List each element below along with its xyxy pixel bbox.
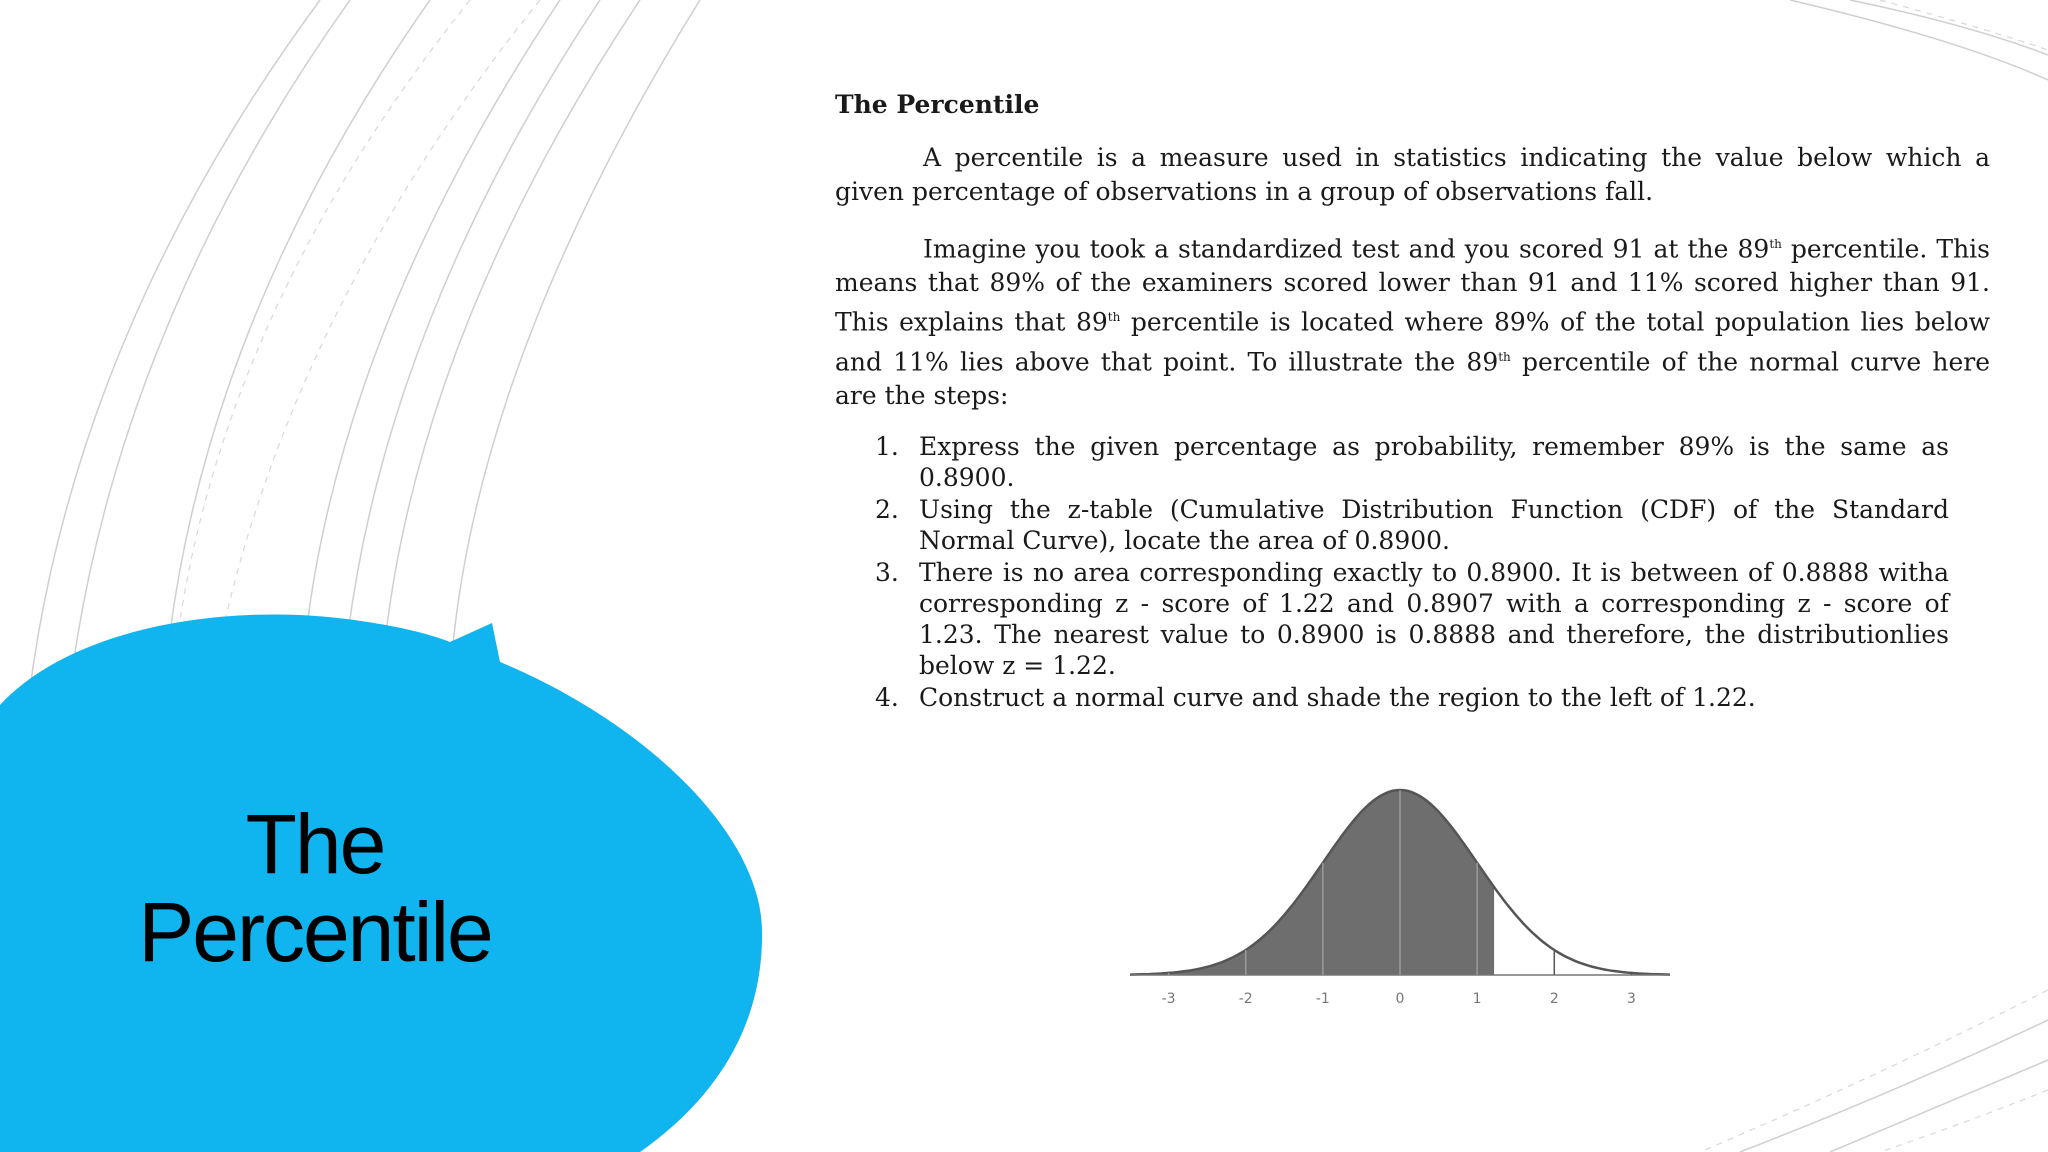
list-item [835,557,1990,681]
paragraph-example-part-b: percentile. This means that 89% of the examiners scored lower than 91 and 11% scored higher than 91. This explains that 89 [835,234,1990,337]
step-text: Using the z-table (Cumulative Distribution Function (CDF) of the Standard Normal Curve), locate the area of 0.8900. [919,494,1949,555]
tick-label: -2 [1238,991,1253,1007]
step-text: There is no area corresponding exactly to 0.8900. It is between of 0.8888 witha corresponding z - score of 1.22 and 0.8907 with a corresponding z - score of 1.23. The nearest value to 0.8900 is 0.8888 and therefore, the distributionlies below z = 1.22. [919,557,1949,680]
list-item [835,682,1990,713]
list-item [835,494,1990,556]
step-number: 4. [875,682,899,712]
step-number: 2. [875,494,899,524]
paragraph-example-part-a: Imagine you took a standardized test and you scored 91 at the 89 [923,234,1770,264]
normal-curve-figure [1120,770,1680,1010]
paragraph-definition: A percentile is a measure used in statistics indicating the value below which a given percentage of observations in a group of observations fall. [835,143,1990,206]
tick-label: -1 [1315,991,1330,1007]
step-number: 1. [875,431,899,461]
paragraph-example-part-c: percentile is located where 89% of the total population lies below and 11% lies above that point. To illustrate the 89 [835,307,1991,376]
ordinal-suffix: th [1498,349,1511,364]
paragraph-example [835,227,1990,413]
tick-label: 2 [1549,991,1559,1007]
tick-label: -3 [1161,991,1176,1007]
tick-label: 1 [1472,991,1482,1007]
step-text: Construct a normal curve and shade the region to the left of 1.22. [919,682,1756,712]
steps-list [835,431,1990,713]
paragraph-example-part-d: percentile of the normal curve here are the steps: [835,346,1990,410]
ordinal-suffix: th [1107,310,1121,325]
list-item [835,431,1990,493]
slide-title-line2: Percentile [138,885,492,979]
document-image [835,90,1990,714]
step-number: 3. [875,557,899,587]
shaded-region [1130,790,1494,975]
step-text: Express the given percentage as probability, remember 89% is the same as 0.8900. [919,431,1949,492]
tick-label: 0 [1395,991,1405,1007]
slide-title [100,797,530,979]
ordinal-suffix: th [1769,237,1782,251]
slide-title-line1: The [245,797,385,891]
tick-label: 3 [1626,991,1636,1007]
document-heading: The Percentile [835,90,1040,119]
